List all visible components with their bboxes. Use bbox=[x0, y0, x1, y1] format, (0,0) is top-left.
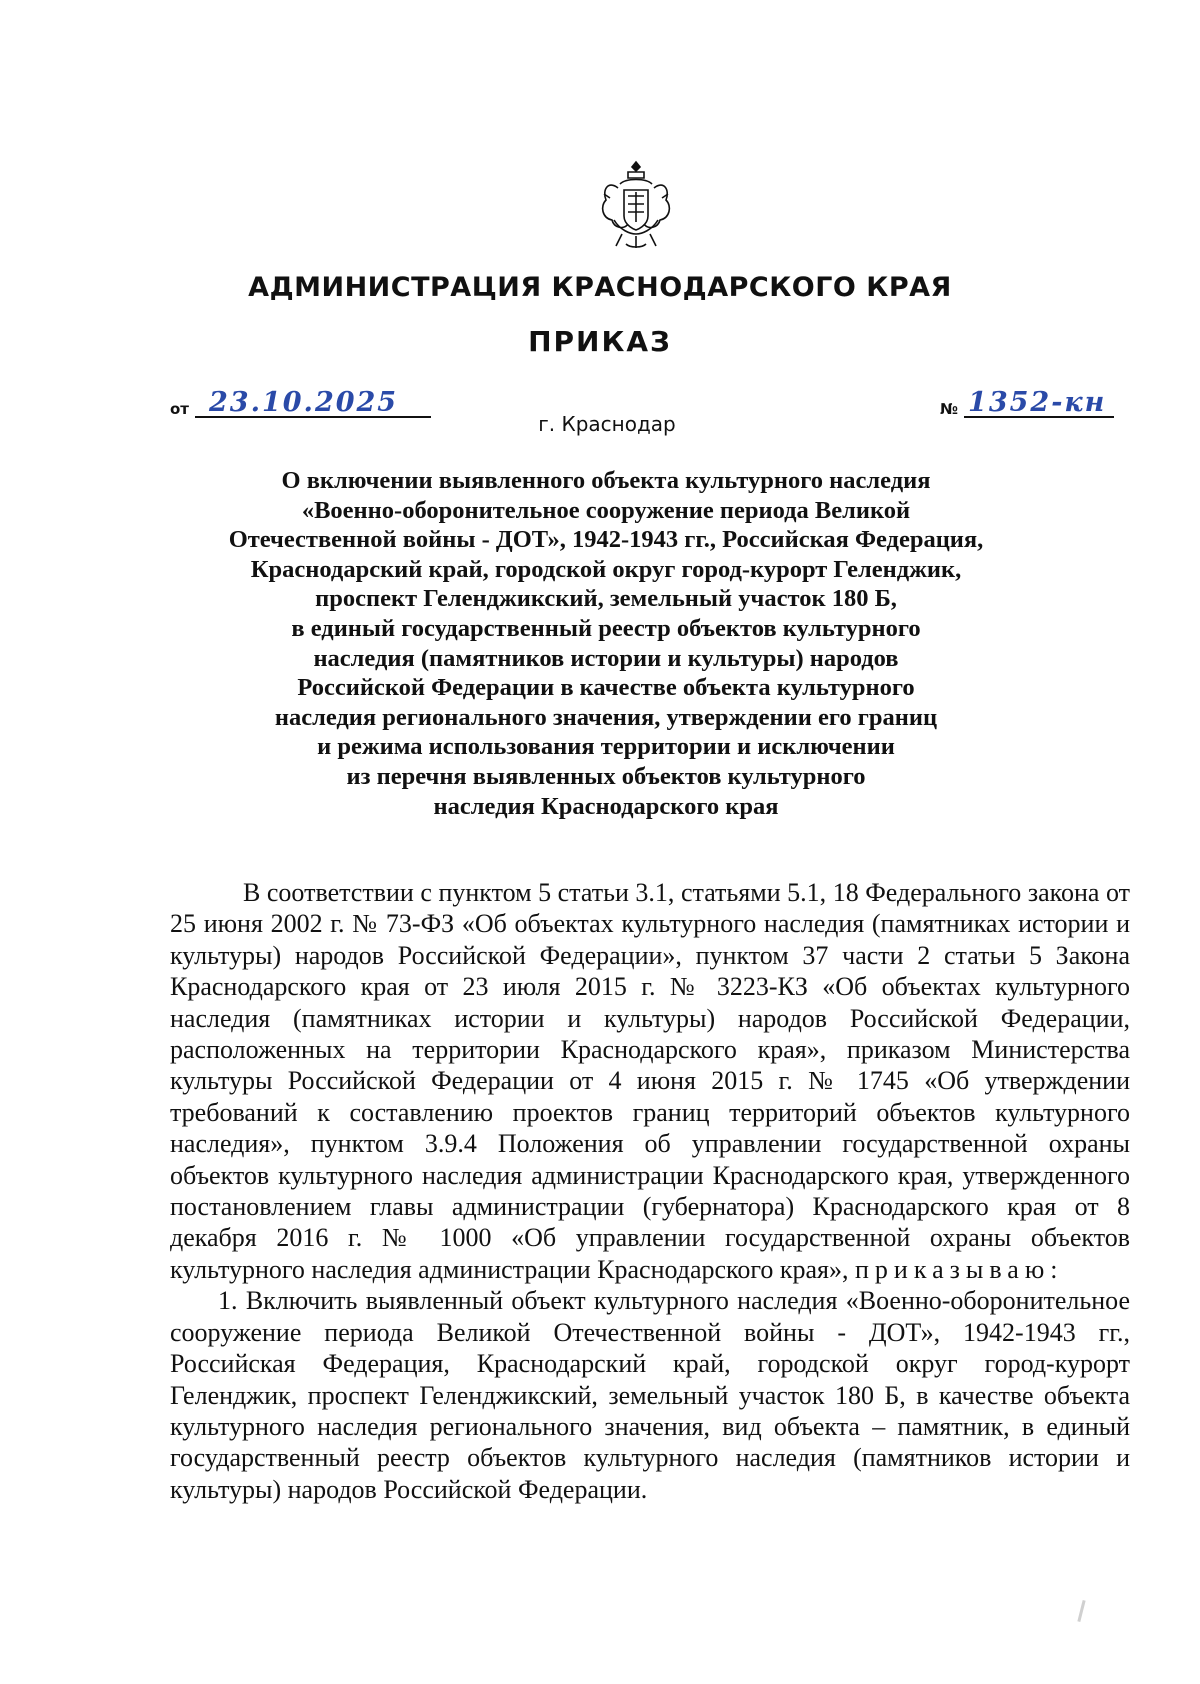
subject-line: в единый государственный реестр объектов культурного bbox=[291, 614, 921, 642]
date-handwritten: 23.10.2025 bbox=[209, 387, 399, 418]
order-item-1: 1. Включить выявленный объект культурного наследия «Военно-оборонительное сооружение периода Великой Отечественной войны - ДОТ», 1942-1943 гг., Российская Федерация, Краснодарский край, городской округ город-курорт Геленджик, проспект Геленджикский, земельный участок 180 Б, в качестве объекта культурного наследия регионального значения, вид объекта – памятник, в единый государственный реестр объектов культурного наследия (памятников истории и культуры) народов Российской Федерации. bbox=[170, 1286, 1130, 1504]
subject-line: «Военно-оборонительное сооружение периода Великой bbox=[301, 496, 911, 524]
document-type-title: ПРИКАЗ bbox=[528, 325, 672, 358]
subject-line: наследия (памятников истории и культуры) народов bbox=[313, 644, 899, 672]
subject-line: проспект Геленджикский, земельный участок 180 Б, bbox=[315, 585, 897, 613]
order-word: приказываю: bbox=[855, 1254, 1064, 1284]
subject-line: и режима использования территории и исключении bbox=[317, 733, 895, 761]
subject-line: Отечественной войны - ДОТ», 1942-1943 гг., Российская Федерация, bbox=[228, 526, 984, 554]
order-subject-title bbox=[170, 466, 1042, 821]
coat-of-arms-icon bbox=[598, 158, 674, 252]
city-label: г. Краснодар bbox=[538, 412, 676, 436]
preamble-text: В соответствии с пунктом 5 статьи 3.1, статьями 5.1, 18 Федерального закона от 25 июня 2002 г. № 73-ФЗ «Об объектах культурного наследия (памятниках истории и культуры) народов Российской Федерации», пунктом 37 части 2 статьи 5 Закона Краснодарского края от 23 июля 2015 г. № 3223-КЗ «Об объектах культурного наследия (памятниках истории и культуры) народов Российской Федерации, расположенных на территории Краснодарского края», приказом Министерства культуры Российской Федерации от 4 июня 2015 г. № 1745 «Об утверждении требований к составлению проектов границ территорий объектов культурного наследия», пунктом 3.9.4 Положения об управлении государственной охраны объектов культурного наследия администрации Краснодарского края, утвержденного постановлением главы администрации (губернатора) Краснодарского края от 8 декабря 2016 г. № 1000 «Об управлении государственной охраны объектов культурного наследия администрации Краснодарского края», bbox=[170, 878, 1130, 1284]
number-label: № bbox=[940, 400, 959, 418]
scan-mark bbox=[1077, 1600, 1085, 1622]
subject-line: наследия Краснодарского края bbox=[433, 792, 779, 820]
date-label: от bbox=[170, 400, 189, 418]
number-handwritten: 1352-кн bbox=[968, 387, 1107, 418]
organization-title: АДМИНИСТРАЦИЯ КРАСНОДАРСКОГО КРАЯ bbox=[248, 272, 952, 303]
order-body bbox=[170, 877, 1130, 1505]
subject-line: Краснодарский край, городской округ город-курорт Геленджик, bbox=[250, 555, 962, 583]
subject-line: наследия регионального значения, утверждении его границ bbox=[274, 703, 938, 731]
subject-line: из перечня выявленных объектов культурного bbox=[346, 762, 866, 790]
subject-line: Российской Федерации в качестве объекта культурного bbox=[297, 674, 915, 702]
subject-line: О включении выявленного объекта культурного наследия bbox=[281, 467, 931, 494]
preamble-paragraph bbox=[170, 877, 1130, 1285]
